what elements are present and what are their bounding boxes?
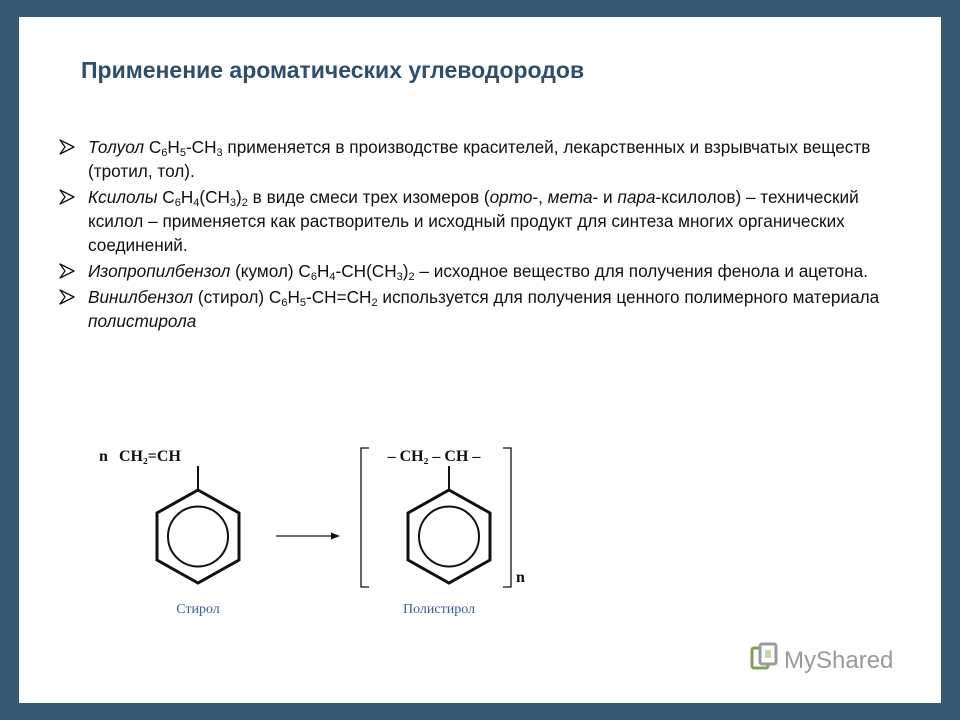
benzene-ring-icon (157, 490, 239, 583)
term-text: полистирола (88, 311, 197, 331)
arrow-bullet-icon (59, 263, 75, 279)
bullet-item (57, 185, 917, 257)
bullet-text: C (157, 187, 175, 207)
bullet-text: -CH(CH (335, 261, 397, 281)
bullet-text: (кумол) C (230, 261, 311, 281)
polymer-subscript: n (516, 569, 525, 586)
bullet-text: (CH (199, 187, 230, 207)
subscript: 6 (161, 147, 168, 159)
slide-title: Применение ароматических углеводородов (81, 57, 585, 83)
bullet-text: -CH (185, 137, 217, 157)
subscript: 5 (179, 147, 186, 159)
subscript: 6 (174, 197, 181, 209)
bullet-text: - и (592, 187, 618, 207)
bullet-list (57, 135, 917, 335)
term-text: пара (617, 187, 656, 207)
bullet-text: H (287, 287, 300, 307)
right-bracket (503, 448, 511, 587)
monomer-formula: CH₂=CH (119, 448, 181, 465)
bullet-item (57, 285, 917, 333)
myshared-logo-icon (752, 644, 776, 668)
bullet-text: -CH=CH (306, 287, 372, 307)
term-text: Толуол (88, 137, 145, 157)
monomer-label: Стирол (176, 602, 220, 617)
subscript: 3 (396, 271, 403, 283)
subscript: 3 (216, 147, 223, 159)
polystyrene-structure (361, 448, 525, 617)
arrow-bullet-icon (59, 139, 75, 155)
bullet-text: ) (236, 187, 242, 207)
bullet-item (57, 135, 917, 183)
logo-text: MyShared (784, 647, 894, 674)
bullet-text: H (316, 261, 330, 281)
subscript: 5 (299, 297, 307, 309)
bullet-text: – исходное вещество для получения фенола и ацетона. (414, 261, 868, 281)
subscript: 6 (310, 271, 317, 283)
subscript: 4 (193, 197, 200, 209)
term-text: Изопропилбензол (88, 261, 231, 281)
term-text: орто (489, 187, 533, 207)
subscript: 2 (371, 297, 378, 309)
polymer-label: Полистирол (402, 602, 476, 617)
bullet-text: (стирол) C (193, 287, 282, 307)
bullet-text: H (167, 137, 180, 157)
bullet-text: ) (402, 261, 409, 281)
subscript: 6 (281, 297, 288, 309)
subscript: 2 (241, 197, 248, 209)
subscript: 2 (408, 271, 415, 283)
bullet-text: C (144, 137, 162, 157)
benzene-ring-icon (408, 490, 490, 583)
bullet-text: в виде смеси трех изомеров ( (247, 187, 490, 207)
bullet-text: -ксилолов) – технический ксилол – применяется как растворитель и исходный продукт для синтеза многих органических соединений. (88, 187, 859, 255)
subscript: 3 (229, 197, 237, 209)
left-bracket (361, 448, 369, 587)
arrow-bullet-icon (59, 189, 75, 205)
monomer-prefix: n (99, 448, 108, 465)
bullet-text: -, (532, 187, 548, 207)
term-text: Ксилолы (88, 187, 158, 207)
polymer-formula: – CH₂ – CH – (387, 448, 481, 465)
bullet-text: применяется в производстве красителей, лекарственных и взрывчатых веществ (тротил, тол). (88, 137, 871, 181)
myshared-logo (750, 640, 915, 676)
styrene-structure (99, 448, 239, 617)
subscript: 4 (329, 271, 336, 283)
bullet-text: H (180, 187, 194, 207)
slide (19, 17, 941, 703)
arrow-bullet-icon (59, 289, 75, 305)
polymerization-diagram (99, 424, 539, 624)
reaction-arrow-icon (276, 533, 340, 540)
term-text: Винилбензол (88, 287, 194, 307)
term-text: мета (547, 187, 593, 207)
bullet-item (57, 259, 917, 283)
bullet-text: используется для получения ценного полимерного материала (377, 287, 880, 307)
